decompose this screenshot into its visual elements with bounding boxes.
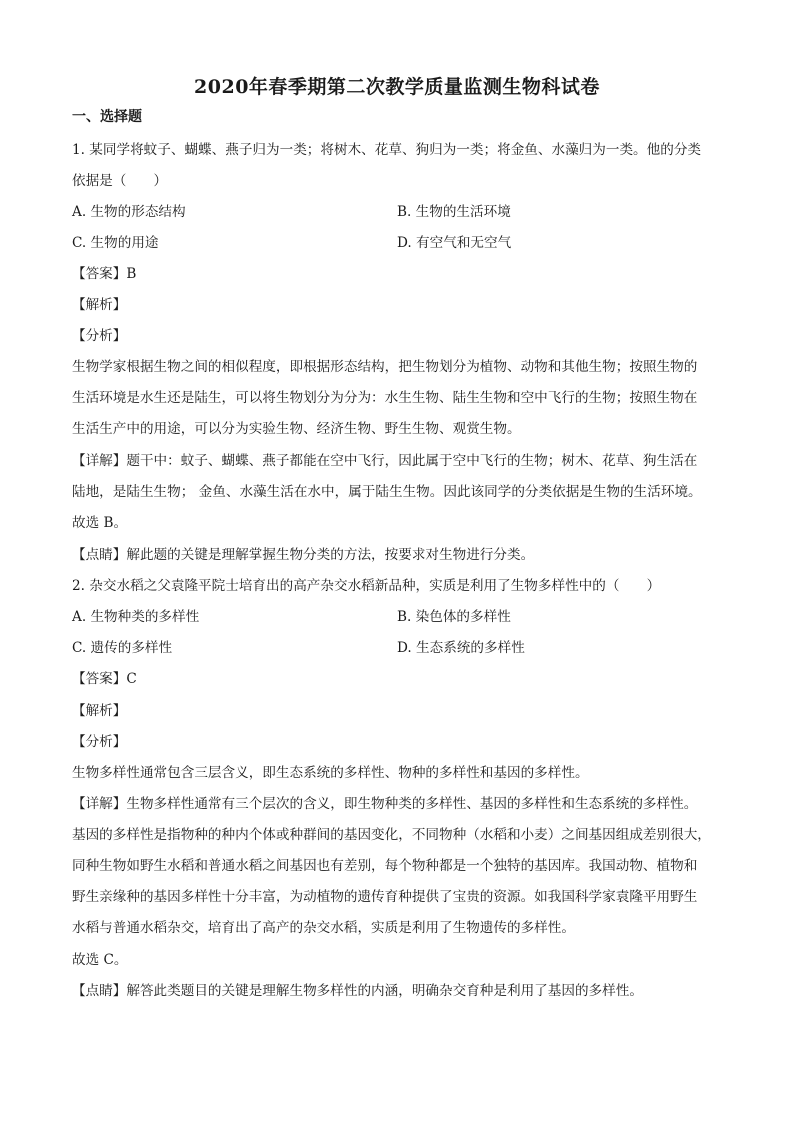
question-2-comment: 【点睛】解答此类题目的关键是理解生物多样性的内涵，明确杂交育种是利用了基因的多样性。 — [72, 983, 643, 999]
question-2-conclusion: 故选 C。 — [72, 952, 128, 968]
question-1-option-d: D. 有空气和无空气 — [397, 235, 512, 251]
question-1-analysis-tag: 【解析】 — [72, 297, 127, 313]
question-1-option-a: A. 生物的形态结构 — [72, 204, 186, 220]
question-2-detail-line-1: 【详解】生物多样性通常有三个层次的含义，即生物种类的多样性、基因的多样性和生态系统的多样性。 — [72, 796, 698, 812]
question-2-analysis-tag: 【解析】 — [72, 703, 127, 719]
question-1-detail-line-2: 陆地，是陆生生物； 金鱼、水藻生活在水中，属于陆生生物。因此该同学的分类依据是生物的生活环境。 — [72, 484, 702, 500]
question-2-option-c: C. 遗传的多样性 — [72, 640, 173, 656]
question-2-detail-line-2: 基因的多样性是指物种的种内个体或种群间的基因变化，不同物种（水稻和小麦）之间基因组成差别很大， — [72, 827, 711, 843]
question-2-detail-line-3: 同种生物如野生水稻和普通水稻之间基因也有差别，每个物种都是一个独特的基因库。我国动物、植物和 — [72, 858, 698, 874]
question-2-detail-line-4: 野生亲缘种的基因多样性十分丰富，为动植物的遗传育种提供了宝贵的资源。如我国科学家袁隆平用野生 — [72, 889, 698, 905]
question-1-fenxi-tag: 【分析】 — [72, 328, 127, 344]
question-2-detail-line-5: 水稻与普通水稻杂交，培育出了高产的杂交水稻，实质是利用了生物遗传的多样性。 — [72, 920, 575, 936]
question-2-fenxi-line-1: 生物多样性通常包含三层含义，即生态系统的多样性、物种的多样性和基因的多样性。 — [72, 765, 589, 781]
question-1-fenxi-line-3: 生活生产中的用途，可以分为实验生物、经济生物、野生生物、观赏生物。 — [72, 421, 521, 437]
question-1-comment: 【点睛】解此题的关键是理解掌握生物分类的方法，按要求对生物进行分类。 — [72, 547, 535, 563]
question-2-option-b: B. 染色体的多样性 — [397, 609, 511, 625]
question-2-stem-line-1: 2. 杂交水稻之父袁隆平院士培育出的高产杂交水稻新品种，实质是利用了生物多样性中的（ ） — [72, 578, 661, 594]
page-title: 2020年春季期第二次教学质量监测生物科试卷 — [194, 76, 600, 98]
question-1-answer: 【答案】B — [72, 266, 137, 282]
question-2-option-d: D. 生态系统的多样性 — [397, 640, 525, 656]
question-1-fenxi-line-1: 生物学家根据生物之间的相似程度，即根据形态结构，把生物划分为植物、动物和其他生物；按照生物的 — [72, 359, 698, 375]
question-2-option-a: A. 生物种类的多样性 — [72, 609, 200, 625]
question-1-option-c: C. 生物的用途 — [72, 235, 159, 251]
question-2-fenxi-tag: 【分析】 — [72, 734, 127, 750]
question-1-stem-line-2: 依据是（ ） — [72, 173, 168, 189]
question-2-answer: 【答案】C — [72, 671, 137, 687]
question-1-option-b: B. 生物的生活环境 — [397, 204, 511, 220]
question-1-conclusion: 故选 B。 — [72, 515, 128, 531]
section-heading: 一、选择题 — [72, 109, 142, 125]
question-1-stem-line-1: 1. 某同学将蚊子、蝴蝶、燕子归为一类；将树木、花草、狗归为一类；将金鱼、水藻归为一类。他的分类 — [72, 142, 702, 158]
question-1-detail-line-1: 【详解】题干中：蚊子、蝴蝶、燕子都能在空中飞行，因此属于空中飞行的生物；树木、花草、狗生活在 — [72, 453, 698, 469]
question-1-fenxi-line-2: 生活环境是水生还是陆生，可以将生物划分为分为：水生生物、陆生生物和空中飞行的生物；按照生物在 — [72, 390, 698, 406]
